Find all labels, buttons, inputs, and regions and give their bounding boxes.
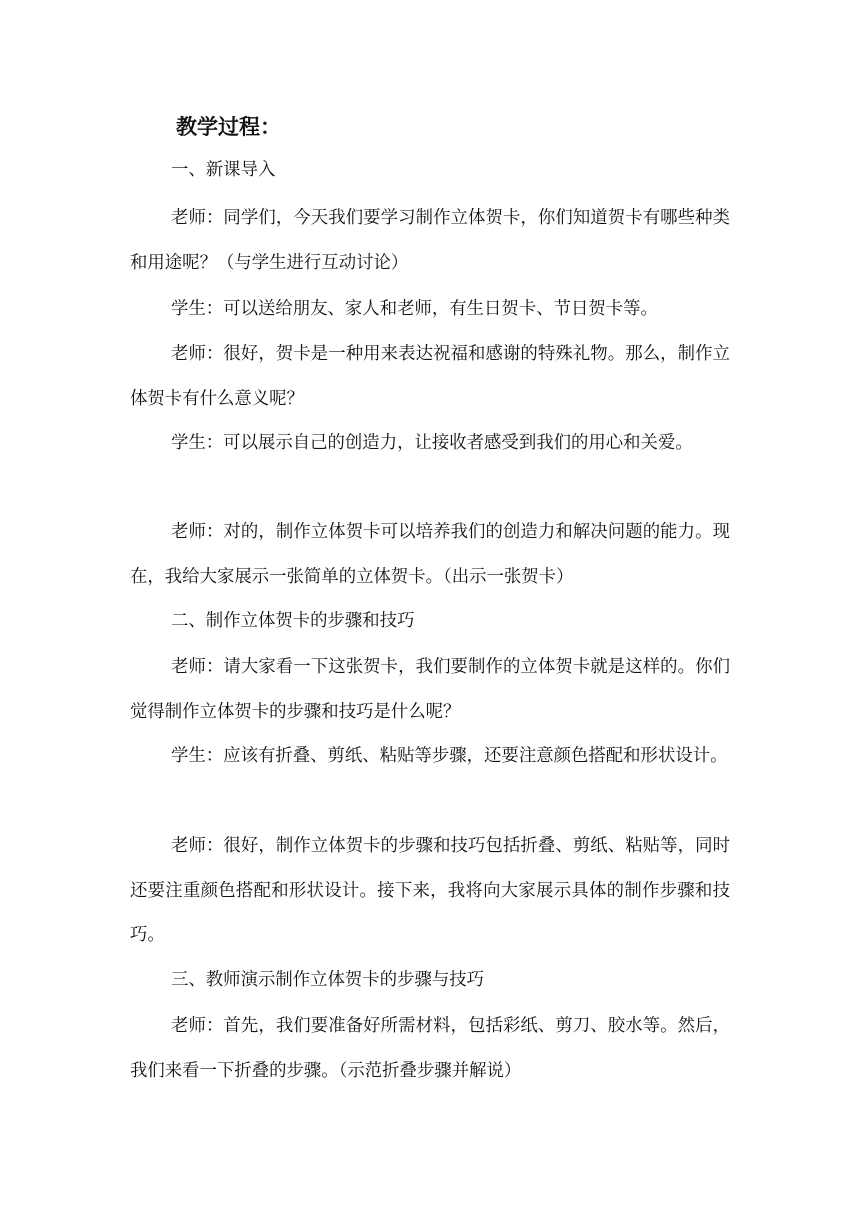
paragraph-teacher-summary: 老师：很好，制作立体贺卡的步骤和技巧包括折叠、剪纸、粘贴等，同时还要注重颜色搭配和形状设计。接下来，我将向大家展示具体的制作步骤和技巧。 <box>130 836 730 945</box>
paragraph-teacher-question-3: 老师：请大家看一下这张贺卡，我们要制作的立体贺卡就是这样的。你们觉得制作立体贺卡的步骤和技巧是什么呢？ <box>130 657 730 722</box>
paragraph-teacher-demo: 老师：首先，我们要准备好所需材料，包括彩纸、剪刀、胶水等。然后，我们来看一下折叠的步骤。（示范折叠步骤并解说） <box>130 1016 730 1081</box>
paragraph-teacher-question-1: 老师：同学们，今天我们要学习制作立体贺卡，你们知道贺卡有哪些种类和用途呢？（与学生进行互动讨论） <box>130 208 730 273</box>
paragraph-student-answer-1: 学生：可以送给朋友、家人和老师，有生日贺卡、节日贺卡等。 <box>171 299 658 319</box>
paragraph-intro-title: 一、新课导入 <box>171 160 276 180</box>
paragraph-teacher-question-2: 老师：很好，贺卡是一种用来表达祝福和感谢的特殊礼物。那么，制作立体贺卡有什么意义呢？ <box>130 344 730 409</box>
paragraph-student-answer-2: 学生：可以展示自己的创造力，让接收者感受到我们的用心和关爱。 <box>171 433 693 453</box>
paragraph-teacher-show-card: 老师：对的，制作立体贺卡可以培养我们的创造力和解决问题的能力。现在，我给大家展示一张简单的立体贺卡。（出示一张贺卡） <box>130 522 730 587</box>
section-heading: 教学过程： <box>176 115 281 139</box>
paragraph-student-answer-3: 学生：应该有折叠、剪纸、粘贴等步骤，还要注意颜色搭配和形状设计。 <box>171 746 728 766</box>
paragraph-steps-title: 二、制作立体贺卡的步骤和技巧 <box>171 611 415 631</box>
paragraph-demo-title: 三、教师演示制作立体贺卡的步骤与技巧 <box>171 970 485 990</box>
